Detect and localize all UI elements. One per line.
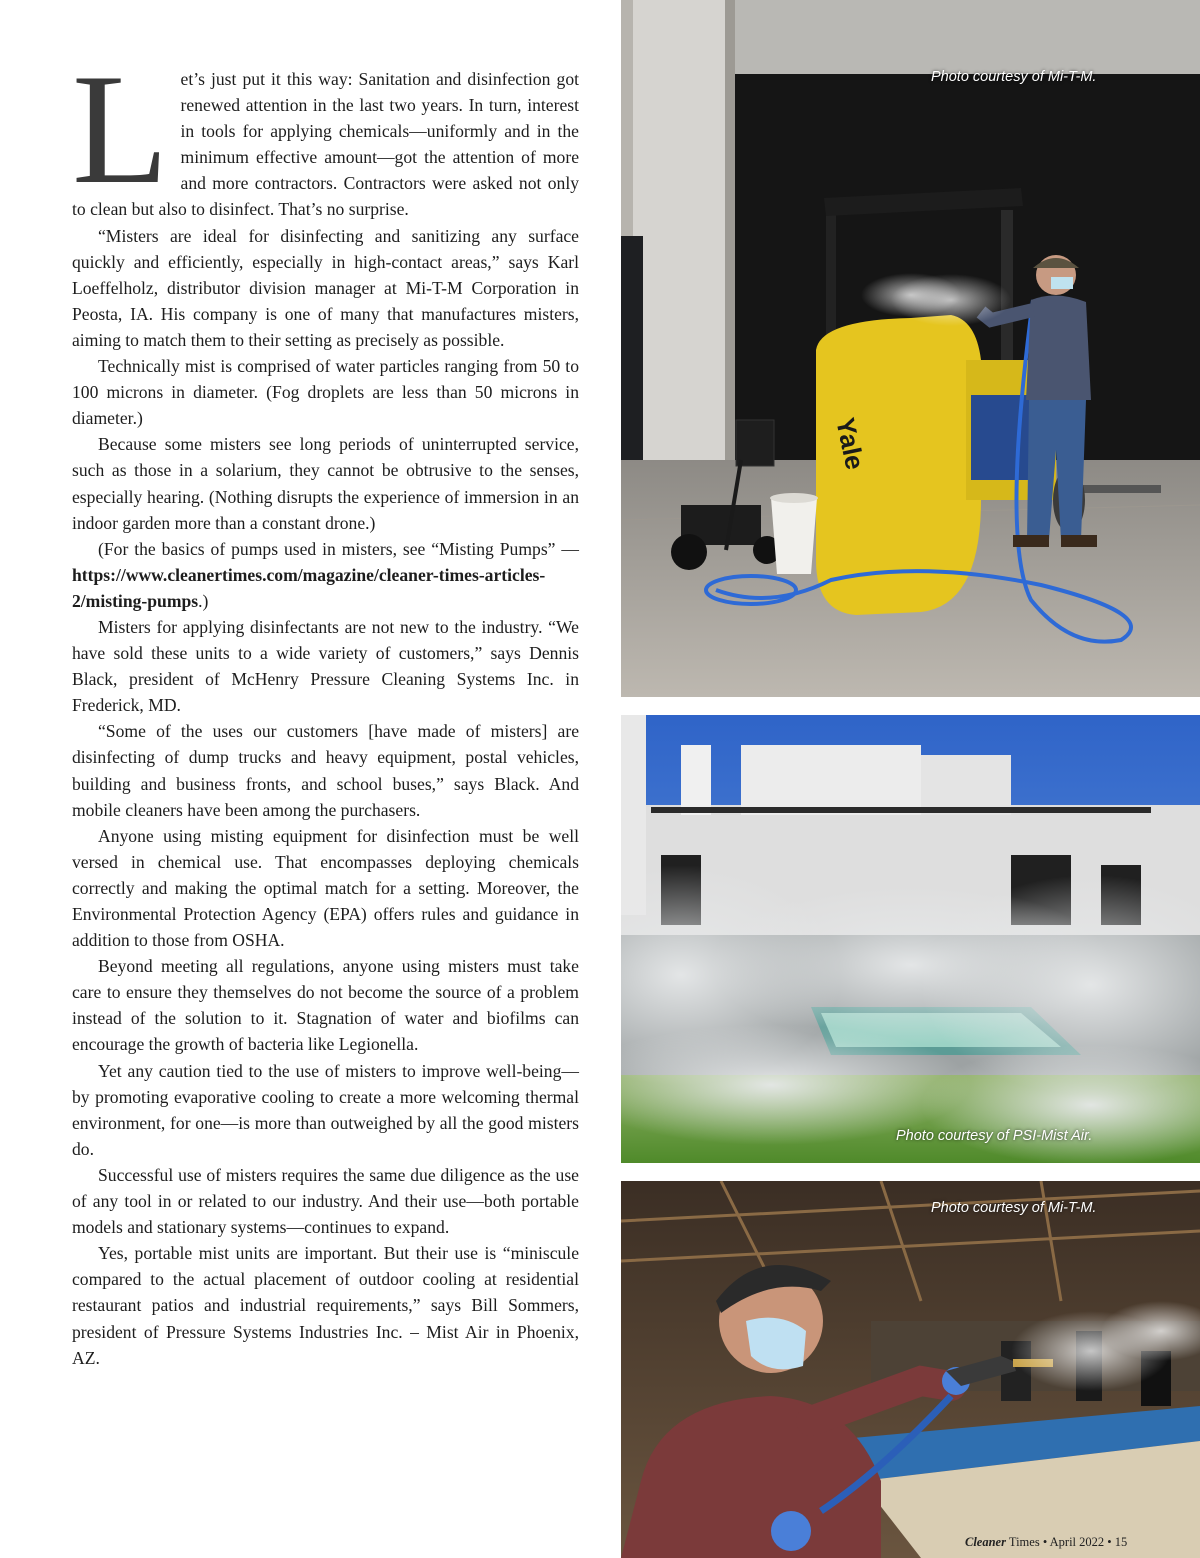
paragraph: Misters for applying disinfectants are not new to the industry. “We have sold these units to a wide variety of customers,” says Dennis Black, president of McHenry Pressure Cleaning Systems Inc. in Frederick, MD. [72, 616, 579, 716]
misting-pumps-link[interactable]: https://www.cleanertimes.com/magazine/cleaner-times-articles-2/misting-pumps [72, 564, 546, 611]
page-number: 15 [1114, 1535, 1128, 1549]
page-footer: Cleaner Times • April 2022 • 15 [965, 1535, 1128, 1549]
lead-paragraph: Let’s just put it this way: Sanitation and disinfection got renewed attention in the last two years. In turn, interest in tools for applying chemicals—uniformly and in the minimum effective amount—got the attention of more and more contractors. Contractors were asked not only to clean but also to disinfect. That’s no surprise. [72, 42, 579, 220]
magazine-name-rest: Times [1005, 1535, 1040, 1549]
photo-workbench-misting [621, 1181, 1200, 1558]
paragraph: “Misters are ideal for disinfecting and sanitizing any surface quickly and efficiently, especially in high-contact areas,” says Karl Loeffelholz, distributor division manager at Mi-T-M Corporation in Peosta, IA. His company is one of many that manufactures misters, aiming to match them to their setting as precisely as possible. [72, 225, 579, 350]
magazine-name: Cleaner [965, 1535, 1006, 1549]
paragraph-pumps: (For the basics of pumps used in misters, see “Misting Pumps” — https://www.cleanertimes.com/magazine/cleaner-times-articles-2/misting-pumps.) [72, 538, 579, 611]
photo-credit: Photo courtesy of Mi-T-M. [931, 1200, 1097, 1216]
paragraph: Yet any caution tied to the use of misters to improve well-being—by promoting evaporative cooling to create a more welcoming thermal environment, for one—is more than outweighed by all the good misters do. [72, 1060, 579, 1159]
photo-courtyard-mist [621, 715, 1200, 1163]
article-body [72, 42, 579, 1371]
forklift-illustration [621, 0, 1200, 697]
paragraph: Because some misters see long periods of uninterrupted service, such as those in a solarium, they cannot be obtrusive to the senses, especially hearing. (Nothing disrupts the experience of immersion in an indoor garden more than a constant drone.) [72, 434, 579, 533]
courtyard-illustration [621, 715, 1200, 1163]
photo-forklift-misting [621, 0, 1200, 697]
paragraph: “Some of the uses our customers [have made of misters] are disinfecting of dump trucks and heavy equipment, postal vehicles, building and business fronts, and school buses,” says Black. And mobile cleaners have been among the purchasers. [72, 721, 579, 820]
drop-cap: L [72, 42, 169, 217]
paragraph: Yes, portable mist units are important. But their use is “miniscule compared to the actual placement of outdoor cooling at residential restaurant patios and industrial requirements,” says Bill Sommers, president of Pressure Systems Industries Inc. – Mist Air in Phoenix, AZ. [72, 1243, 579, 1368]
photo-credit: Photo courtesy of Mi-T-M. [931, 69, 1097, 85]
paragraph: Technically mist is comprised of water particles ranging from 50 to 100 microns in diameter. (Fog droplets are less than 50 microns in diameter.) [72, 356, 579, 429]
workshop-illustration [621, 1181, 1200, 1558]
paragraph: Anyone using misting equipment for disinfection must be well versed in chemical use. That encompasses deploying chemicals correctly and making the optimal match for a setting. Moreover, the Environmental Protection Agency (EPA) offers rules and guidance in addition to those from OSHA. [72, 825, 579, 951]
paragraph: Successful use of misters requires the same due diligence as the use of any tool in or related to our industry. And their use—both portable models and stationary systems—continues to expand. [72, 1164, 579, 1238]
issue-date: April 2022 [1049, 1535, 1105, 1549]
paragraph: Beyond meeting all regulations, anyone using misters must take care to ensure they themselves do not become the source of a problem instead of the solution to it. Stagnation of water and biofilms can encourage the growth of bacteria like Legionella. [72, 956, 579, 1055]
photo-credit: Photo courtesy of PSI-Mist Air. [896, 1128, 1093, 1144]
forklift-brand: Yale [830, 415, 871, 473]
